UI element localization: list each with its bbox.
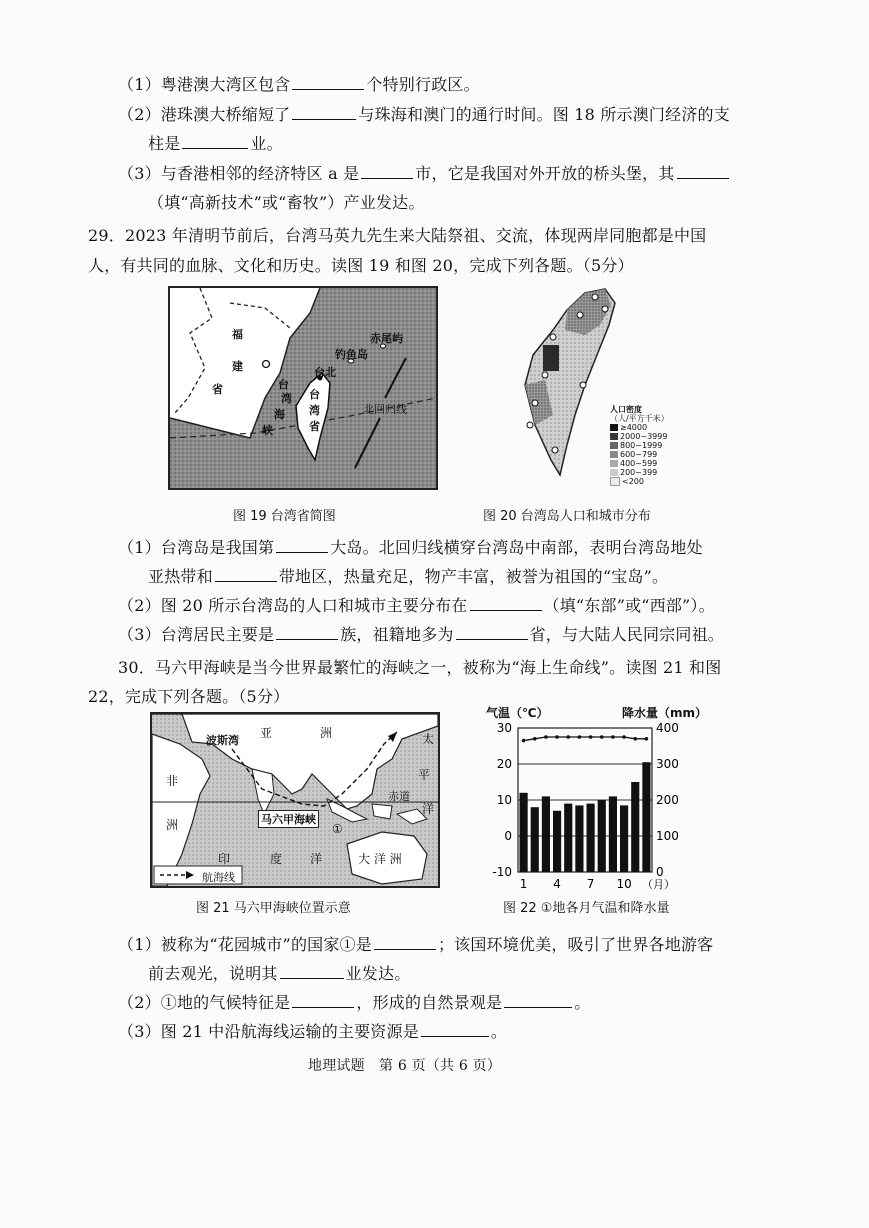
label-africa-zhou: 洲 — [166, 818, 179, 832]
temp-point — [611, 735, 615, 739]
q28-part3-cont: （填“高新技术”或“畜牧”）产业发达。 — [148, 193, 425, 212]
precip-bar — [598, 800, 606, 872]
temp-point — [566, 735, 570, 739]
label-strait-hai: 海 — [274, 408, 285, 421]
legend-item: ≥4000 — [610, 423, 669, 432]
precip-bar — [564, 804, 572, 872]
precip-tick-label: 200 — [656, 793, 679, 807]
precip-bar — [542, 796, 550, 872]
q30-part2: （2）①地的气候特征是 ，形成的自然景观是 。 — [118, 993, 591, 1012]
q29-intro: 29．2023 年清明节前后，台湾马英九先生来大陆祭祖、交流，体现两岸同胞都是中国 — [88, 226, 707, 245]
label-fu: 福 — [232, 328, 243, 341]
precip-bar — [631, 782, 639, 872]
temp-tick-label: 10 — [496, 793, 512, 807]
label-taibei: 台北 — [314, 366, 336, 379]
answer-blank[interactable] — [361, 164, 413, 179]
legend-item: 600~799 — [610, 450, 669, 459]
answer-blank[interactable] — [421, 1022, 489, 1037]
figure-21-caption: 图 21 马六甲海峡位置示意 — [196, 901, 351, 916]
precip-bar — [620, 805, 628, 872]
answer-blank[interactable] — [215, 567, 277, 582]
precip-bar — [575, 805, 583, 872]
q30-part1: （1）被称为“花园城市”的国家①是 ；该国环境优美，吸引了世界各地游客 — [118, 935, 714, 954]
q30-intro: 30．马六甲海峡是当今世界最繁忙的海峡之一，被称为“海上生命线”。读图 21 和图 — [118, 658, 722, 677]
temp-point — [622, 735, 626, 739]
answer-blank[interactable] — [374, 935, 436, 950]
legend-shipping-route: 航海线 — [202, 871, 235, 884]
month-tick-label: 4 — [553, 877, 561, 891]
month-tick-label: 10 — [616, 877, 632, 891]
answer-blank[interactable] — [280, 964, 344, 979]
label-indian-yang: 洋 — [310, 852, 323, 866]
answer-blank[interactable] — [276, 538, 328, 553]
precip-bar — [587, 804, 595, 872]
answer-blank[interactable] — [292, 105, 356, 120]
answer-blank[interactable] — [292, 75, 364, 90]
label-island-wan: 湾 — [309, 404, 320, 417]
label-point-1: ① — [332, 822, 343, 836]
temp-tick-label: 20 — [496, 757, 512, 771]
temp-tick-label: 0 — [504, 829, 512, 843]
month-axis-label: （月） — [642, 878, 675, 891]
month-tick-label: 1 — [519, 877, 528, 891]
q28-part3: （3）与香港相邻的经济特区 a 是 市，它是我国对外开放的桥头堡，其 — [118, 161, 731, 184]
q28-part1: （1）粤港澳大湾区包含 个特别行政区。 — [118, 75, 480, 94]
figure-19-caption: 图 19 台湾省简图 — [233, 509, 336, 524]
q29-part1: （1）台湾岛是我国第 大岛。北回归线横穿台湾岛中南部，表明台湾岛地处 — [118, 538, 703, 557]
answer-blank[interactable] — [182, 134, 248, 149]
answer-blank[interactable] — [292, 993, 354, 1008]
label-persian-gulf: 波斯湾 — [206, 734, 239, 747]
label-strait-wan: 湾 — [281, 392, 292, 405]
temp-point — [633, 737, 637, 741]
legend-item: 800~1999 — [610, 441, 669, 450]
temp-point — [578, 735, 582, 739]
q29-intro-cont: 人，有共同的血脉、文化和历史。读图 19 和图 20，完成下列各题。（5分） — [88, 256, 634, 275]
label-pacific-yang: 洋 — [422, 802, 435, 816]
answer-blank[interactable] — [456, 625, 528, 640]
figure-19-map — [168, 286, 438, 490]
temp-point — [589, 735, 593, 739]
precip-bar — [609, 796, 617, 872]
page-footer: 地理试题 第 6 页（共 6 页） — [308, 1058, 502, 1074]
precip-tick-label: 100 — [656, 829, 679, 843]
q29-part1-cont: 亚热带和 带地区，热量充足，物产丰富，被誉为祖国的“宝岛”。 — [148, 567, 669, 586]
label-diaoyu: 钓鱼岛 — [335, 348, 368, 361]
precip-axis-label: 降水量（mm） — [622, 706, 708, 720]
q30-part3: （3）图 21 中沿航海线运输的主要资源是 。 — [118, 1022, 508, 1041]
legend-item: 400~599 — [610, 459, 669, 468]
precip-tick-label: 300 — [656, 757, 679, 771]
population-density-legend: 人口密度 （人/平方千米） ≥4000 2000~3999 800~1999 600~799 400~599 200~399 <200 — [610, 405, 669, 486]
label-tropic: 北回归线 — [363, 403, 407, 416]
temp-point — [544, 735, 548, 739]
legend-item: 2000~3999 — [610, 432, 669, 441]
q30-intro-cont: 22，完成下列各题。（5分） — [88, 687, 290, 706]
temp-point — [555, 735, 559, 739]
temp-point — [522, 739, 526, 743]
legend-item: 200~399 — [610, 468, 669, 477]
temp-line — [524, 737, 647, 741]
label-malacca-strait: 马六甲海峡 — [258, 810, 319, 828]
label-africa-fei: 非 — [166, 774, 179, 788]
label-asia-ya: 亚 — [260, 726, 273, 740]
label-asia-zhou: 洲 — [320, 726, 333, 740]
q28-part2: （2）港珠澳大桥缩短了 与珠海和澳门的通行时间。图 18 所示澳门经济的支 — [118, 105, 730, 124]
precip-bar — [520, 793, 528, 872]
q29-part3: （3）台湾居民主要是 族，祖籍地多为 省，与大陆人民同宗同祖。 — [118, 625, 724, 644]
label-pacific-ping: 平 — [418, 768, 431, 782]
label-indian-yin: 印 — [218, 852, 231, 866]
figure-20-caption: 图 20 台湾岛人口和城市分布 — [483, 509, 651, 524]
temp-tick-label: -10 — [492, 865, 512, 879]
answer-blank[interactable] — [470, 596, 542, 611]
precip-bar — [553, 811, 561, 872]
figure-22-chart — [472, 702, 708, 892]
answer-blank[interactable] — [677, 164, 729, 179]
figure-20-map — [505, 285, 685, 490]
precip-bar — [531, 807, 539, 872]
label-sheng: 省 — [212, 383, 223, 396]
label-oceania: 大 洋 洲 — [358, 852, 402, 866]
temp-point — [533, 737, 537, 741]
precip-bar — [642, 762, 650, 872]
label-pacific-tai: 太 — [422, 732, 435, 746]
temp-point — [645, 737, 649, 741]
precip-tick-label: 400 — [656, 721, 679, 735]
figure-22-caption: 图 22 ①地各月气温和降水量 — [503, 901, 670, 916]
answer-blank[interactable] — [504, 993, 572, 1008]
figure-21-map — [150, 712, 440, 888]
climate-chart-svg — [472, 702, 708, 892]
q29-part2: （2）图 20 所示台湾岛的人口和城市主要分布在 （填“东部”或“西部”）。 — [118, 596, 715, 615]
month-tick-label: 7 — [586, 877, 595, 891]
label-island-tai: 台 — [309, 388, 320, 401]
label-jian: 建 — [232, 360, 243, 373]
taiwan-province-map — [170, 288, 436, 488]
q30-part1-cont: 前去观光，说明其 业发达。 — [148, 964, 411, 983]
label-strait-tai: 台 — [278, 378, 289, 391]
label-island-sheng: 省 — [309, 420, 320, 433]
label-strait-xia: 峡 — [262, 424, 273, 437]
temp-axis-label: 气温（℃） — [486, 706, 549, 720]
label-chiwei: 赤尾屿 — [370, 332, 403, 345]
temp-point — [600, 735, 604, 739]
legend-item: <200 — [610, 477, 669, 486]
label-indian-du: 度 — [270, 852, 283, 866]
q28-part2-cont: 柱是 业。 — [148, 134, 283, 153]
answer-blank[interactable] — [276, 625, 338, 640]
precip-tick-label: 0 — [656, 865, 664, 879]
temp-tick-label: 30 — [496, 721, 512, 735]
label-equator: 赤道 — [388, 790, 410, 803]
